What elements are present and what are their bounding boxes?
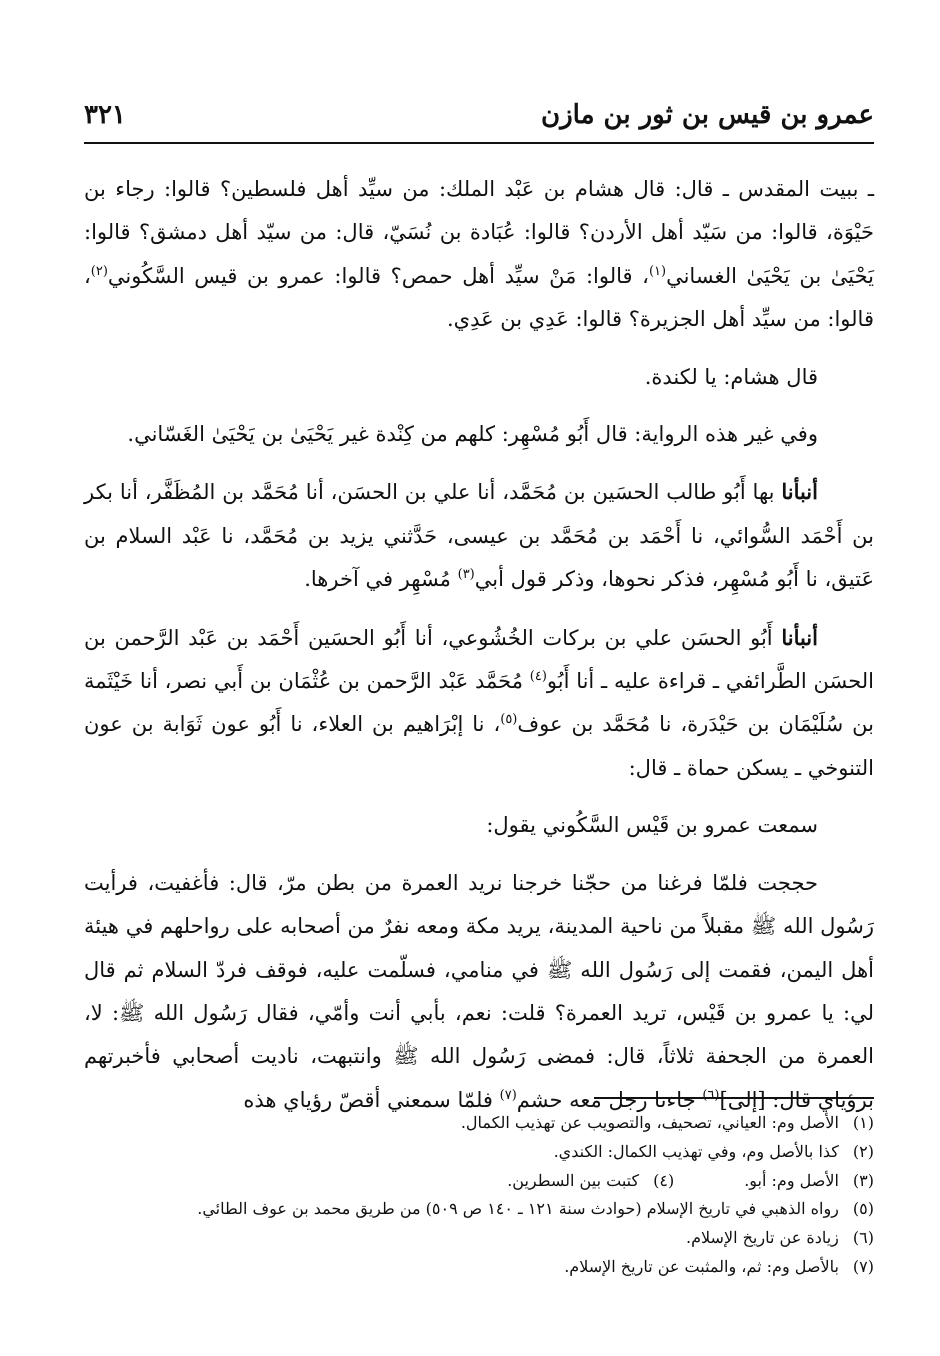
footnote-number: (٥) (852, 1199, 874, 1219)
paragraph (84, 413, 874, 456)
footnote-text: رواه الذهبي في تاريخ الإسلام (حوادث سنة ١٢١ ـ ١٤٠ ص ٥٠٩) من طريق محمد بن عوف الطائي. (197, 1199, 839, 1219)
isnad-lead-word: أنبأنا (781, 624, 818, 650)
paragraph (84, 862, 874, 1122)
footnote-ref: (١) (648, 263, 667, 279)
text-run: جاءنا رجل معه حشم (516, 1087, 703, 1112)
footnote-number: (٦) (852, 1228, 874, 1248)
footnote (84, 1167, 874, 1196)
footnote (84, 1224, 874, 1253)
text-run: ، نا إبْرَاهيم بن العلاء، نا أَبُو عون ثَوَابة بن عون التنوخي ـ يسكن حماة ـ قال: (84, 712, 874, 780)
footnote (84, 1253, 874, 1282)
running-title: عمرو بن قيس بن ثور بن مازن (541, 100, 874, 130)
footnote-separator (594, 1097, 874, 1099)
page-header (84, 96, 874, 144)
text-run: سمعت عمرو بن قَيْس السَّكُوني يقول: (486, 813, 818, 838)
text-run: مُسْهِر في آخرها. (304, 567, 458, 592)
paragraph (84, 804, 874, 847)
text-run: فلمّا سمعني أقصّ رؤياي هذه (243, 1087, 500, 1112)
text-run: وفي غير هذه الرواية: قال أَبُو مُسْهِر: كلهم من كِنْدة غير يَحْيَىٰ بن يَحْيَىٰ الغَسّاني. (127, 422, 818, 447)
footnote-number: (١) (852, 1113, 874, 1132)
text-run: ـ ببيت المقدس ـ قال: قال هشام بن عَبْد الملك: من سيِّد أهل فلسطين؟ قالوا: رجاء بن حَيْوَة، قالوا: من سَيّد أهل الأردن؟ قالوا: عُبَادة بن نُسَيّ، قال: من سيّد أهل دمشق؟ قالوا: يَحْيَىٰ بن يَحْيَىٰ الغساني (84, 177, 875, 288)
main-text (84, 168, 874, 1136)
footnote-text: زيادة عن تاريخ الإسلام. (686, 1228, 839, 1248)
footnote-text: كذا بالأصل وم، وفي تهذيب الكمال: الكندي. (553, 1141, 839, 1161)
footnote (84, 1138, 874, 1167)
paragraph (84, 616, 874, 791)
paragraph (84, 168, 874, 342)
footnote (84, 1109, 874, 1138)
footnote-number: (٤) (653, 1170, 675, 1190)
text-run: حججت فلمّا فرغنا من حجّنا خرجنا نريد العمرة من بطن مرّ، قال: فأغفيت، فرأيت رَسُول الله ﷺ مقبلاً من ناحية المدينة، يريد مكة ومعه نفرٌ من أصحابه على رواحلهم في هيئة أهل اليمن، فقمت إلى رَسُول الله ﷺ في منامي، فسلّمت عليه، فوقف فردّ السلام ثم قال لي: يا عمرو بن قَيْس، تريد العمرة؟ قلت: نعم، بأبي أنت وأمّي، فقال رَسُول الله ﷺ: لا، العمرة من الجحفة ثلاثاً، قال: فمضى رَسُول الله ﷺ وانتبهت، ناديت أصحابي فأخبرتهم برؤياي قال: [إلى] (84, 870, 874, 1112)
page-number: ٣٢١ (84, 100, 126, 130)
footnote-number: (٧) (852, 1256, 874, 1276)
text-run: مُحَمَّد عَبْد الرَّحمن بن عُثْمَان بن أَبي نصر، أنا خَيْثَمة بن سُلَيْمَان بن حَيْدَرة، نا مُحَمَّد بن عوف (84, 669, 874, 737)
text-run: ، قالوا: مَنْ سيِّد أهل حمص؟ قالوا: عمرو بن قيس السَّكُوني (107, 263, 649, 288)
paragraph (84, 356, 874, 399)
footnote-ref: (٣) (457, 567, 475, 583)
text-run: ، قالوا: من سيِّد أهل الجزيرة؟ قالوا: عَدِي بن عَدِي. (84, 263, 874, 332)
paragraph (84, 470, 874, 601)
isnad-lead-word: أنبأنا (781, 479, 818, 505)
footnote-text: بالأصل وم: ثم، والمثبت عن تاريخ الإسلام. (564, 1256, 839, 1276)
footnotes (84, 1109, 874, 1282)
footnote-number: (٢) (852, 1141, 874, 1161)
footnote-number: (٣) (852, 1170, 874, 1190)
text-run: قال هشام: يا لكندة. (644, 364, 818, 389)
footnote (84, 1195, 874, 1224)
footnote-ref: (٢) (90, 263, 108, 279)
footnote-ref: (٦) (702, 1087, 720, 1103)
text-run: بها أَبُو طالب الحسَين بن مُحَمَّد، أنا علي بن الحسَن، أنا مُحَمَّد بن المُظَفَّر، أنا بكر بن أَحْمَد السُّوائي، نا أَحْمَد بن مُحَمَّد بن عيسى، حَدَّثني يزيد بن مُحَمَّد، نا عَبْد السلام بن عَتيق، نا أَبُو مُسْهِر، فذكر نحوها، وذكر قول أبي (84, 480, 874, 592)
footnote-ref: (٧) (499, 1087, 517, 1103)
footnote-text: الأصل وم: العياني، تصحيف، والتصويب عن تهذيب الكمال. (460, 1113, 839, 1132)
footnote-text: الأصل وم: أبو. (744, 1170, 839, 1190)
footnote-ref: (٤) (529, 669, 547, 685)
text-run: أَبُو الحسَن علي بن بركات الخُشُوعي، أنا أَبُو الحسَين أَحْمَد بن عَبْد الرَّحمن بن الحسَن الطَّرائفي ـ قراءة عليه ـ أنا أَبُو (84, 625, 874, 694)
footnote-text: كتبت بين السطرين. (507, 1170, 640, 1190)
footnote-ref: (٥) (500, 712, 518, 728)
